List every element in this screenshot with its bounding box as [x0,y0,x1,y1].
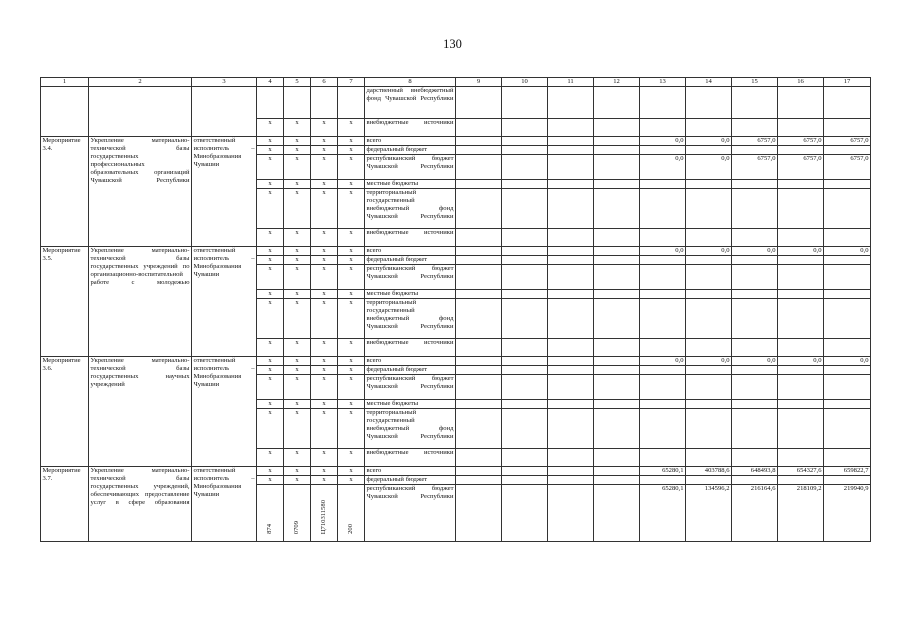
source-cell: дарственный внебюджетный фонд Чувашской Республики [365,87,456,119]
budget-code-gr: 874 [266,524,273,534]
source-cell: внебюджетные источники [365,119,456,137]
event-name: Укрепление материально-технической базы государственных учреждений, обеспечивающих предоставление услуг в сфере образования [89,467,192,542]
col-header: 7 [338,78,365,87]
table-row: x x x x республиканский бюджет Чувашской Республики 0,0 0,0 6757,0 6757,0 6757,0 [41,155,871,180]
table-row: Мероприятие 3.5. Укрепление материально-технической базы государственных учреждений по организационно-воспитательной работе с молодежью ответственный исполнитель – Минобразования Чувашии x x x x всего 0,0 0,0 0,0 0,0 0,0 [41,247,871,256]
source-cell: всего [365,467,456,476]
budget-code-rz: 0709 [293,520,300,534]
event-label: Мероприятие 3.4. [41,137,89,247]
source-cell: местные бюджеты [365,180,456,189]
col-header: 1 [41,78,89,87]
source-cell: местные бюджеты [365,290,456,299]
table-row [41,87,871,119]
col-header: 14 [686,78,732,87]
col-header: 5 [284,78,311,87]
col-header: 11 [548,78,594,87]
table-row: x x x x территориальный государственный внебюджетный фонд Чувашской Республики [41,409,871,449]
event-name: Укрепление материально-технической базы государственных научных учреждений [89,357,192,467]
col-header: 4 [257,78,284,87]
table-row: x x x x территориальный государственный внебюджетный фонд Чувашской Республики [41,299,871,339]
table-row: x x x x территориальный государственный внебюджетный фонд Чувашской Республики [41,189,871,229]
table-row: x x x x внебюджетные источники [41,229,871,247]
budget-code-cs: Ц710311580 [320,499,327,534]
event-executor: ответственный исполнитель – Минобразования Чувашии [192,357,257,467]
table-row: x x x x внебюджетные источники [41,449,871,467]
event-executor: ответственный исполнитель – Минобразования Чувашии [192,247,257,357]
source-cell: республиканский бюджет Чувашской Республики [365,155,456,180]
source-cell: всего [365,357,456,366]
source-cell: республиканский бюджет Чувашской Республики [365,485,456,542]
event-label: Мероприятие 3.5. [41,247,89,357]
source-cell: внебюджетные источники [365,229,456,247]
table-row: x x x x местные бюджеты [41,290,871,299]
event-label: Мероприятие 3.6. [41,357,89,467]
table-row: Мероприятие 3.7. Укрепление материально-технической базы государственных учреждений, обеспечивающих предоставление услуг в сфере образования ответственный исполнитель – Минобразования Чувашии x x x x всего 65280,1 403788,6 648493,8 654327,6 659822,7 [41,467,871,476]
source-cell: территориальный государственный внебюджетный фонд Чувашской Республики [365,299,456,339]
source-cell: территориальный государственный внебюджетный фонд Чувашской Республики [365,409,456,449]
source-cell: федеральный бюджет [365,256,456,265]
table-row: x x x x федеральный бюджет [41,146,871,155]
table-row: x x x x внебюджетные источники [41,119,871,137]
event-executor: ответственный исполнитель – Минобразования Чувашии [192,137,257,247]
source-cell: федеральный бюджет [365,366,456,375]
table-row: x x x x республиканский бюджет Чувашской Республики [41,375,871,400]
col-header: 17 [824,78,871,87]
source-cell: внебюджетные источники [365,339,456,357]
source-cell: внебюджетные источники [365,449,456,467]
col-header: 8 [365,78,456,87]
header-row [41,78,871,87]
budget-table [40,77,871,542]
col-header: 9 [456,78,502,87]
source-cell: всего [365,137,456,146]
event-name: Укрепление материально-технической базы государственных учреждений по организационно-воспитательной работе с молодежью [89,247,192,357]
source-cell: федеральный бюджет [365,146,456,155]
table-row: x x x x федеральный бюджет [41,366,871,375]
table-row: x x x x федеральный бюджет [41,256,871,265]
col-header: 3 [192,78,257,87]
table-row: x x x x местные бюджеты [41,400,871,409]
table-row: x x x x федеральный бюджет [41,476,871,485]
col-header: 16 [778,78,824,87]
source-cell: всего [365,247,456,256]
source-cell: федеральный бюджет [365,476,456,485]
event-executor: ответственный исполнитель – Минобразования Чувашии [192,467,257,542]
col-header: 2 [89,78,192,87]
budget-code-vr: 200 [347,524,354,534]
table-row: 874 0709 Ц710311580 200 республиканский бюджет Чувашской Республики 65280,1 134596,2 216164,6 218109,2 219940,9 [41,485,871,542]
source-cell: местные бюджеты [365,400,456,409]
col-header: 10 [502,78,548,87]
table-row: x x x x республиканский бюджет Чувашской Республики [41,265,871,290]
event-name: Укрепление материально-технической базы государственных профессиональных образовательных организаций Чувашской Республики [89,137,192,247]
col-header: 15 [732,78,778,87]
table-row: Мероприятие 3.6. Укрепление материально-технической базы государственных научных учреждений ответственный исполнитель – Минобразования Чувашии x x x x всего 0,0 0,0 0,0 0,0 0,0 [41,357,871,366]
page-number: 130 [443,37,462,51]
source-cell: республиканский бюджет Чувашской Республики [365,375,456,400]
event-label: Мероприятие 3.7. [41,467,89,542]
col-header: 13 [640,78,686,87]
table-row: Мероприятие 3.4. Укрепление материально-технической базы государственных профессиональных образовательных организаций Чувашской Республики ответственный исполнитель – Минобразования Чувашии x x x x всего 0,0 0,0 6757,0 6757,0 6757,0 [41,137,871,146]
col-header: 12 [594,78,640,87]
source-cell: территориальный государственный внебюджетный фонд Чувашской Республики [365,189,456,229]
table-row: x x x x внебюджетные источники [41,339,871,357]
table-row: x x x x местные бюджеты [41,180,871,189]
source-cell: республиканский бюджет Чувашской Республики [365,265,456,290]
col-header: 6 [311,78,338,87]
